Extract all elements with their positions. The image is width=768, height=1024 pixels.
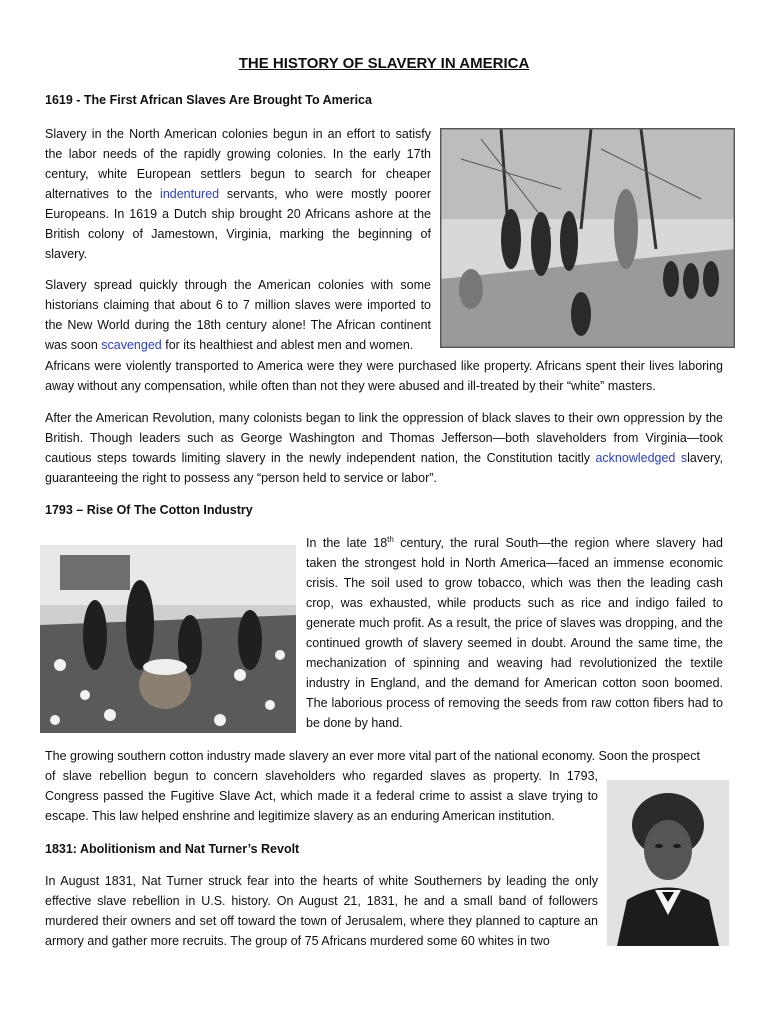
section-heading-1831: 1831: Abolitionism and Nat Turner’s Revolt [45,842,300,856]
link-acknowledged[interactable]: acknowledged s [595,451,688,465]
page-title: THE HISTORY OF SLAVERY IN AMERICA [238,55,530,72]
text-segment: After the American Revolution, many colonists began to link the oppression of black slaves to their own oppression by the British. Though leaders such as George Washington and Thomas Jefferson—both slaveholders from Virginia—took cautious steps towards limiting slavery in the newly independent nation, the Constitution tacitly [45,411,723,465]
paragraph-1831-1 [45,871,598,951]
text-segment: Slavery spread quickly through the American colonies with some historians claiming that about 6 to 7 million slaves were imported to the New World during the 18th century alone! The African continent was soon [45,278,431,352]
paragraph-1793-2a [45,746,723,766]
text-segment: lavery, guaranteeing the right to possess any “person held to service or labor”. [45,451,723,485]
text-segment: Africans were violently transported to America were they were purchased like property. Africans spent their lives laboring away without any compensation, while often than not they were abused and ill-treated by their “white” masters. [45,359,723,393]
text-segment: servants, who were mostly poorer Europeans. In 1619 a Dutch ship brought 20 Africans ashore at the British colony of Jamestown, Virginia, marking the beginning of slavery. [45,187,431,261]
paragraph-1619-2-cont [45,356,723,396]
text-segment: Slavery in the North American colonies begun in an effort to satisfy the labor needs of the rapidly growing colonies. In the early 17th century, white European settlers begun to search for cheaper alternatives to the [45,127,431,201]
section-heading-1793: 1793 – Rise Of The Cotton Industry [45,503,253,517]
slave-ship-engraving-image [440,128,735,348]
portrait-photo-image [607,780,729,946]
paragraph-1619-1 [45,124,431,264]
text-segment: for its healthiest and ablest men and women. [161,338,414,352]
link-indentured[interactable]: indentured [160,187,220,201]
section-heading-1619: 1619 - The First African Slaves Are Brought To America [45,93,372,107]
link-scavenged[interactable]: scavenged [101,338,162,352]
text-segment: The growing southern cotton industry made slavery an ever more vital part of the national economy. Soon the prospect [45,749,700,763]
cotton-field-photo-image [40,545,296,733]
text-segment: In August 1831, Nat Turner struck fear into the hearts of white Southerners by leading the only effective slave rebellion in U.S. history. On August 21, 1831, he and a small band of followers murdered their owners and set off toward the town of Jerusalem, where they planned to capture an armory and gather more recruits. The group of 75 Africans murdered some 60 whites in two [45,874,598,948]
text-segment: century, the rural South—the region where slavery had taken the strongest hold in North America—faced an immense economic crisis. The soil used to grow tobacco, which was then the leading cash crop, was exhausted, while products such as rice and indigo failed to generate much profit. As a result, the price of slaves was dropping, and the continued growth of slavery seemed in doubt. Around the same time, the mechanization of spinning and weaving had revolutionized the textile industry in England, and the demand for American cotton soon boomed. The laborious process of removing the seeds from raw cotton fibers had to be done by hand. [306,536,723,730]
text-segment: of slave rebellion begun to concern slaveholders who regarded slaves as property. In 1793, Congress passed the Fugitive Slave Act, which made it a federal crime to assist a slave trying to escape. This law helped enshrine and legitimize slavery as an enduring American institution. [45,769,598,823]
superscript: th [387,534,394,544]
paragraph-1793-2b [45,766,598,826]
paragraph-1793-1 [306,533,723,733]
paragraph-1619-3 [45,408,723,488]
paragraph-1619-2 [45,275,431,355]
text-segment: In the late 18 [306,536,388,550]
